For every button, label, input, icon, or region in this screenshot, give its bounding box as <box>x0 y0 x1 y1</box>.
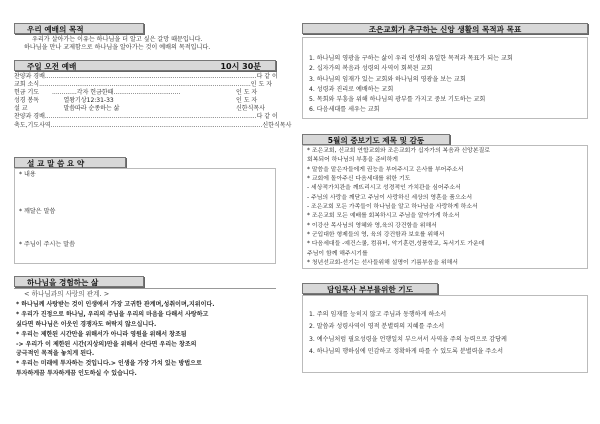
goal-item: 5. 목회와 부흥을 위해 하나님의 광부를 가지고 중보 기도하는 교회 <box>309 96 486 104</box>
prayer-item: * 조은교회, 신교회 연합교회와 조은교회가 십자가의 복음과 신앙본질로 <box>307 148 490 154</box>
worship-purpose-header <box>14 23 144 34</box>
life-line: 싶다면 하나님은 이웃인 경쟁자도 허락지 않으십니다. <box>16 320 157 328</box>
sermon-summary-box <box>14 168 276 264</box>
prayer-item: 회복되어 하나님의 부흥을 준비하게 <box>307 157 398 164</box>
order-leader: 신한식목사 <box>262 121 292 129</box>
prayer-item: * 조은교회 모든 예배를 회복하시고 주님을 알아가게 하소서 <box>307 213 460 220</box>
order-dots: ............................................................................................................... <box>50 121 263 129</box>
order-dots: ............................................................................................................... <box>39 81 251 89</box>
order-leader: 신한식목사 <box>236 105 265 113</box>
order-row <box>14 113 276 121</box>
order-desc-text: 열왕기상12:31-33 <box>63 97 114 105</box>
worship-purpose-text <box>14 36 276 52</box>
purpose-line: 우리가 살아가는 이유는 하나님을 더 알고 싶은 갈망 때문입니다. <box>32 36 203 43</box>
goals-box <box>302 37 588 119</box>
life-line: * 하나님께 사랑받는 것이 인생에서 가장 고귀한 관계며,성취이며,지위이다. <box>16 300 215 308</box>
pastor-prayer-item: 3. 예수님처럼 필요성령을 언행일치 부으셔서 사역을 주의 능력으로 감당케 <box>309 335 507 343</box>
order-item: 찬양과 경배 <box>14 113 45 121</box>
goal-item: 2. 십자가의 복음과 성령의 사역이 회복된 교회 <box>309 65 433 73</box>
order-leader: 다 같 이 <box>256 73 278 80</box>
life-header <box>14 276 144 287</box>
prayer-item: 주님이 함께 해주시기를 <box>307 250 368 257</box>
order-leader: 인 도 자 <box>236 97 258 105</box>
prayer-title: 5월의 중보기도 제목 및 감동 <box>327 136 425 145</box>
prayer-item: - 조은교회 모든 가족들이 하나님을 알고 하나님을 사랑하게 하소서 <box>307 204 478 211</box>
order-leader: 인 도 자 <box>250 81 272 89</box>
pastor-prayer-title: 담임목사 부부를위한 기도 <box>327 285 413 294</box>
worship-purpose-title: 우리 예배의 목적 <box>27 25 84 34</box>
life-divider <box>14 288 276 289</box>
order-row <box>14 105 276 113</box>
goals-list <box>309 54 585 116</box>
goal-item: 1. 하나님의 영광을 구하는 삶이 우리 인생의 유일한 목적과 목표가 되는 교회 <box>309 55 513 62</box>
pastor-prayer-item: 4. 하나님의 행하심에 민감하고 정확하게 따를 수 있도록 분별력을 주소서 <box>309 347 503 355</box>
life-line: * 우리는 미래에 투자하는 것입니다.> 인생을 가장 가치 있는 방법으로 <box>16 360 202 368</box>
prayer-box <box>302 145 588 269</box>
goal-item: 3. 하나님의 임재가 있는 교회와 하나님의 영광을 보는 교회 <box>309 75 466 83</box>
order-item: 성경 봉독 <box>14 97 40 105</box>
order-time: 10시 30분 <box>220 62 261 71</box>
order-leader: 인 도 자 <box>236 89 258 97</box>
life-line: -> 우리가 이 제한된 시간(지상의)만을 위해서 산다면 우리는 창조의 <box>16 340 197 348</box>
sermon-summary-header <box>14 157 126 168</box>
life-title: 하나님을 경험하는 삶 <box>27 278 99 287</box>
prayer-item: * 청년선교회-선기는 선사들위해 설명이 기름부음을 위해서 <box>307 260 459 267</box>
life-text <box>16 290 276 379</box>
order-dots: ............................................................................................................... <box>44 73 257 80</box>
order-item: 축도,기도사역 <box>14 121 51 129</box>
order-desc-text: 말씀따라 순종하는 삶 <box>63 105 120 113</box>
prayer-item: - 세상적가치관을 깨뜨리시고 성경적인 가치관을 심어주소서 <box>307 185 461 192</box>
life-subtitle: < 하나님과의 사랑의 관계. > <box>24 290 110 298</box>
goal-item: 4. 성령과 진리로 예배하는 교회 <box>309 85 394 93</box>
life-line: * 우리가 진정으로 하나님, 우리의 주님을 우리의 마음을 다해서 사랑하고 <box>16 310 209 318</box>
order-desc: .............각자 헌금한때................................... <box>52 89 181 97</box>
life-line: 궁극적인 목적을 놓치게 된다. <box>16 350 95 358</box>
pastor-prayer-header <box>302 283 438 294</box>
order-desc <box>52 105 236 113</box>
order-row <box>14 73 276 81</box>
prayer-item: * 군입대한 형제들의 영, 육의 강건함과 보호를 위해서 <box>307 232 445 239</box>
life-line: 투자하게끔 투자하게끔 인도하실 수 있습니다. <box>16 370 137 378</box>
prayer-list <box>307 147 587 268</box>
order-row <box>14 121 292 130</box>
order-list <box>14 73 292 130</box>
order-row <box>14 81 276 89</box>
order-item: 교회 소식 <box>14 81 40 89</box>
order-desc-text: 각자 헌금한때 <box>76 89 114 97</box>
prayer-item: * 다음세대들 -예건스쿨, 컴퓨터, 악기훈련,성품학교, 독서기도 가운데 <box>307 241 485 248</box>
pastor-prayer-item: 1. 주의 임재를 능히지 않고 주님과 동행하게 하소서 <box>309 311 447 318</box>
summary-note-label: * 내용 <box>19 171 36 178</box>
prayer-item: * 이강산 목사님의 영혜와 영,육의 강건함을 위해서 <box>307 222 437 229</box>
pastor-prayer-list <box>309 309 587 358</box>
prayer-item: * 말씀을 맡은자들에게 권능을 부어주시고 은사를 부어주소서 <box>307 166 464 173</box>
summary-note-label: * 깨달은 말씀 <box>19 208 56 215</box>
order-dots: ............................................................................................................... <box>44 113 257 121</box>
order-item: 찬양과 경배 <box>14 73 45 80</box>
goals-title: 조은교회가 추구하는 신앙 생활의 목적과 목표 <box>368 25 522 34</box>
goal-item: 6. 다음세대를 세우는 교회 <box>309 106 380 114</box>
order-item: 헌금 기도 <box>14 89 40 97</box>
order-leader: 다 같 이 <box>256 113 278 121</box>
prayer-item: * 교회에 돌아주신 다음세대를 위한 기도 <box>307 176 411 183</box>
order-title: 주일 오전 예배 <box>27 62 77 71</box>
purpose-line: 하나님을 만나 교제함으로 하나님을 알아가는 것이 예배의 목적입니다. <box>24 44 211 52</box>
life-line: * 우리는 제한된 시간만을 위해서가 아니라 영원을 위해서 창조됨 <box>16 330 187 338</box>
order-header <box>14 60 276 71</box>
sermon-summary-title: 설 교 말 씀 요 약 <box>27 159 85 168</box>
prayer-header <box>302 134 450 145</box>
pastor-prayer-box <box>302 295 588 373</box>
pastor-prayer-item: 2. 말씀과 성령사역이 영적 분별력의 지혜를 주소서 <box>309 323 445 331</box>
order-item: 설 교 <box>14 105 28 113</box>
summary-note-label: * 주님이 주시는 말씀 <box>19 241 75 248</box>
goals-header <box>302 23 588 34</box>
prayer-item: - 주님의 사랑을 깨닫고 주님이 사랑하신 세상의 영혼을 품으소서 <box>307 194 473 201</box>
